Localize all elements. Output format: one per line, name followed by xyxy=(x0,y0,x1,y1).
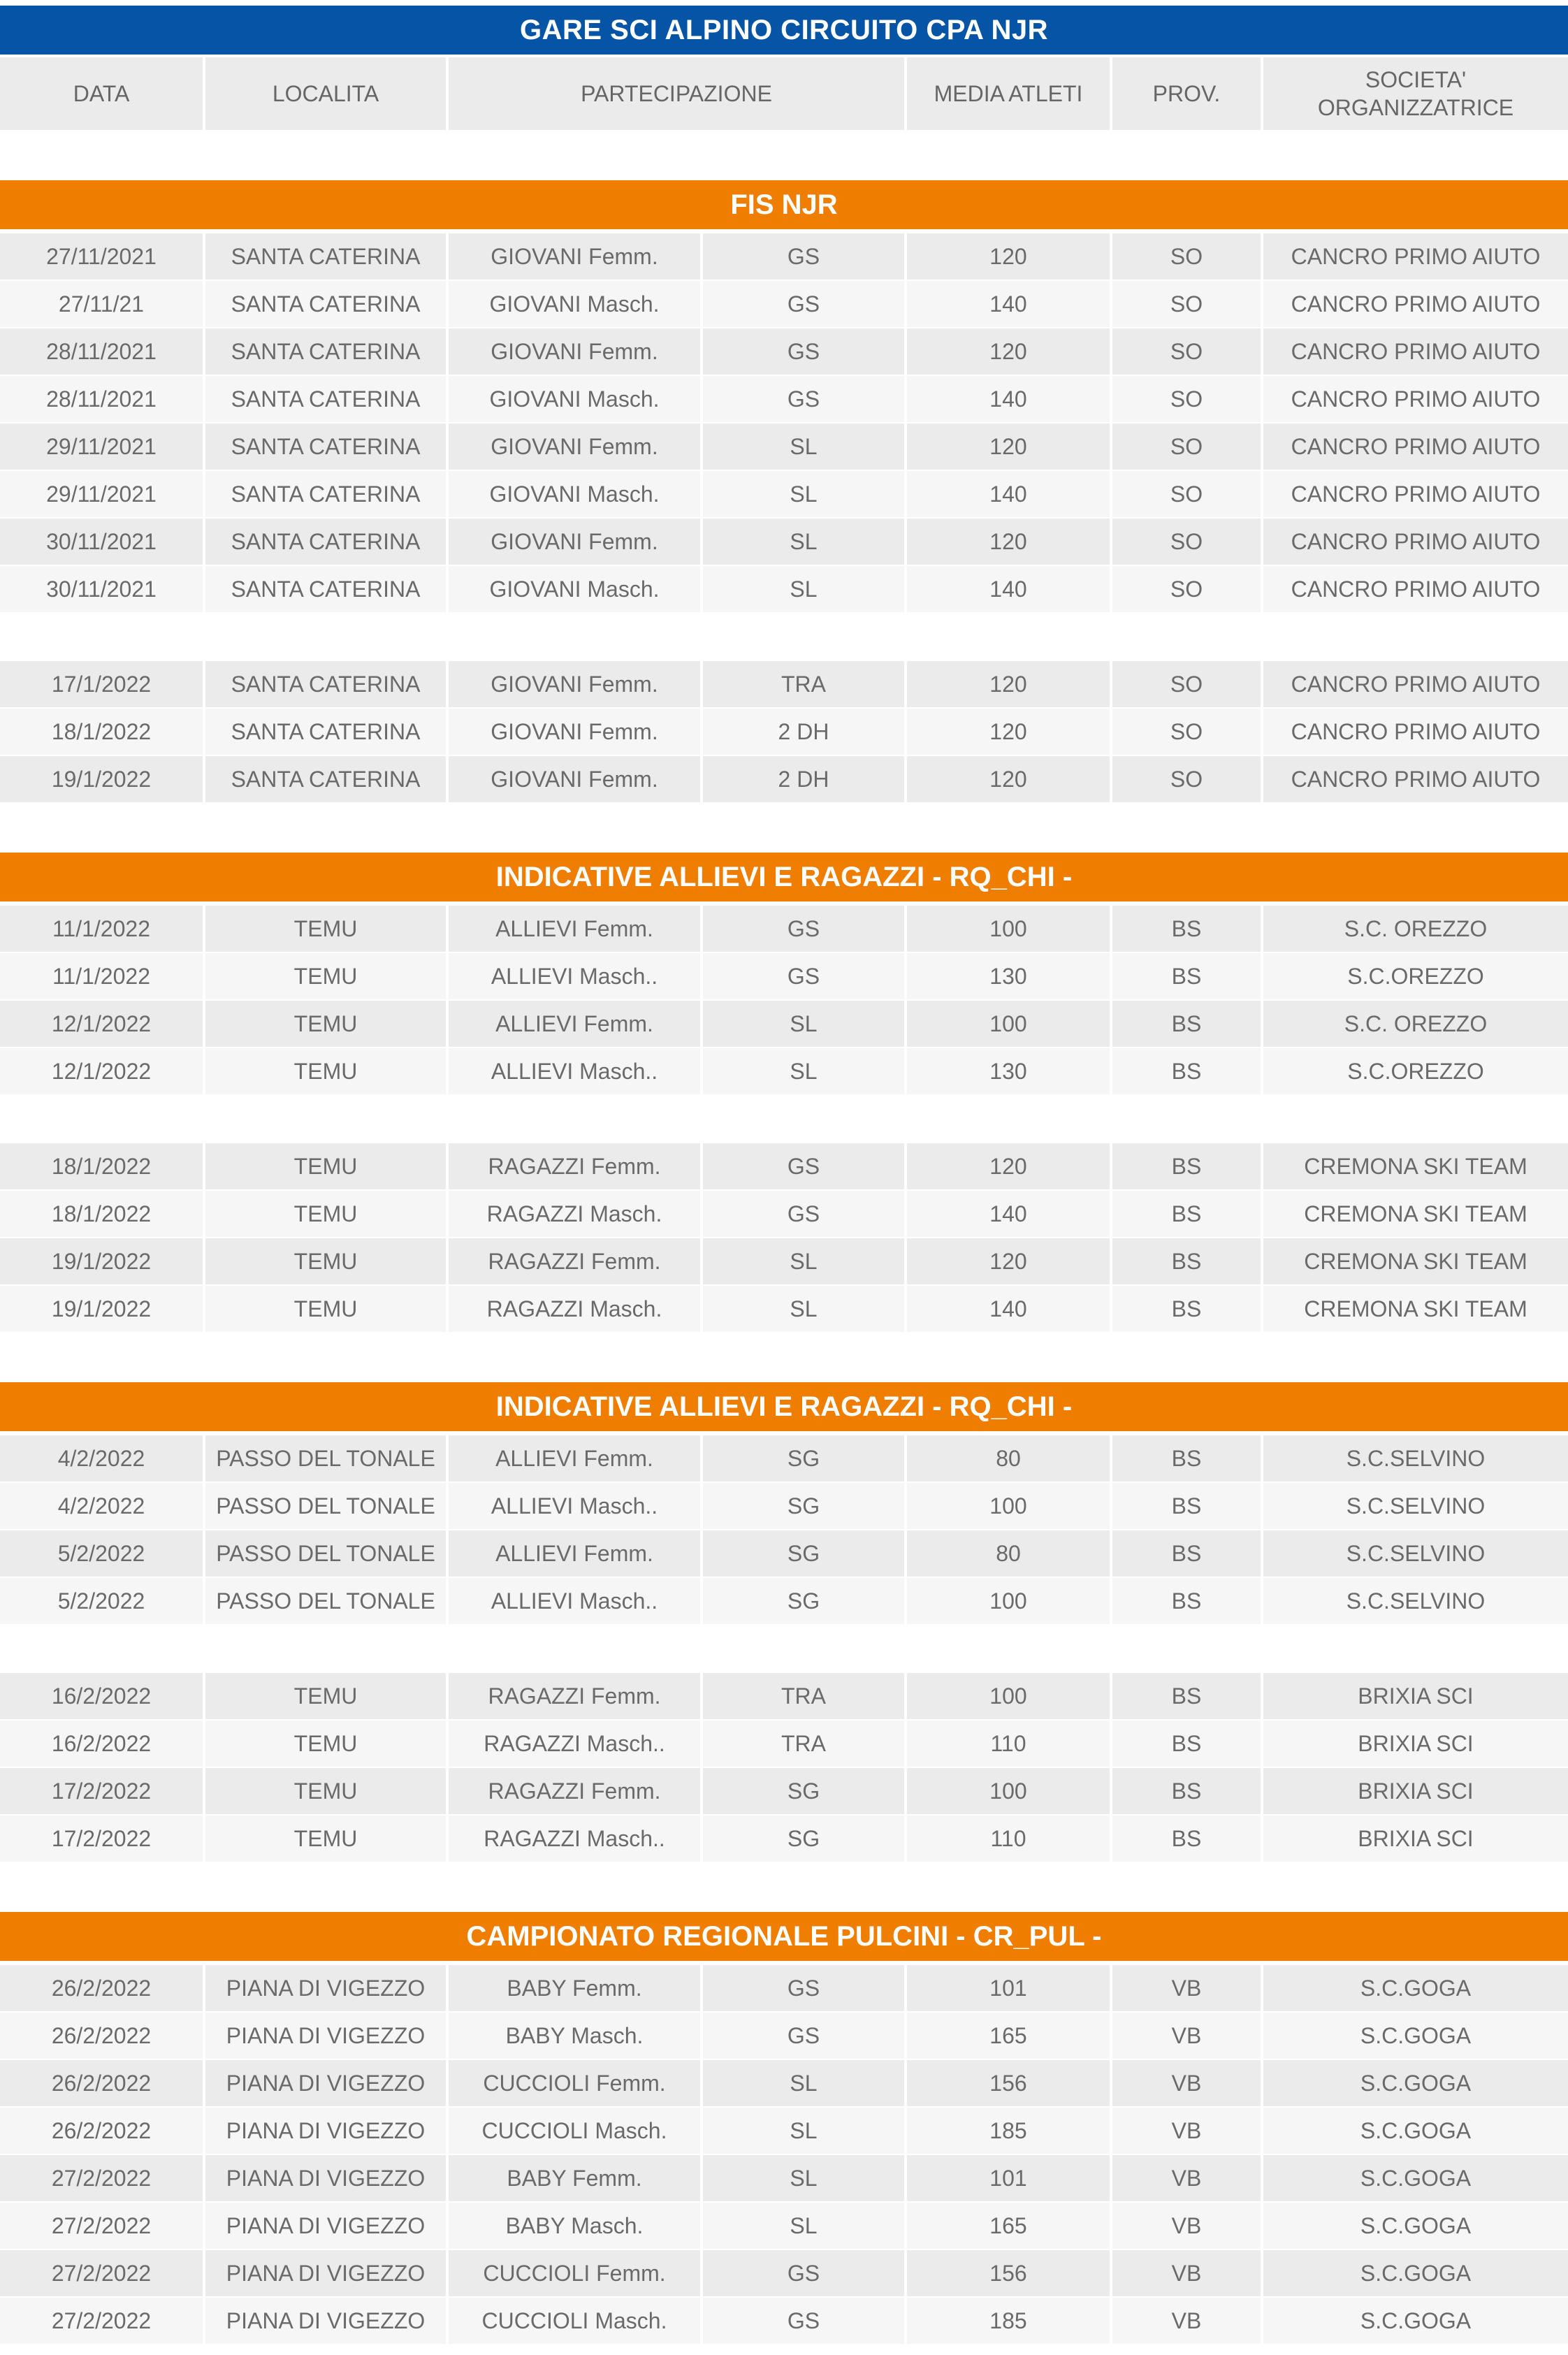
cell-data: 4/2/2022 xyxy=(0,1483,203,1529)
cell-media-atleti: 101 xyxy=(907,2155,1110,2201)
cell-disciplina: SL xyxy=(703,566,904,612)
cell-data: 29/11/2021 xyxy=(0,423,203,470)
cell-media-atleti: 120 xyxy=(907,709,1110,755)
cell-media-atleti: 120 xyxy=(907,661,1110,707)
cell-prov: SO xyxy=(1112,328,1261,375)
cell-disciplina: GS xyxy=(703,906,904,952)
cell-localita: SANTA CATERINA xyxy=(205,233,446,280)
table-row xyxy=(0,1483,1568,1529)
cell-societa: CREMONA SKI TEAM xyxy=(1263,1143,1568,1189)
cell-localita: PASSO DEL TONALE xyxy=(205,1483,446,1529)
table-row xyxy=(0,1816,1568,1862)
table-row xyxy=(0,1720,1568,1767)
cell-media-atleti: 156 xyxy=(907,2250,1110,2296)
cell-disciplina: SG xyxy=(703,1816,904,1862)
cell-media-atleti: 165 xyxy=(907,2013,1110,2059)
table-row xyxy=(0,2013,1568,2059)
cell-disciplina: 2 DH xyxy=(703,709,904,755)
cell-media-atleti: 110 xyxy=(907,1816,1110,1862)
cell-partecipazione: BABY Femm. xyxy=(449,2155,700,2201)
cell-data: 30/11/2021 xyxy=(0,519,203,565)
cell-societa: S.C. OREZZO xyxy=(1263,906,1568,952)
cell-data: 27/2/2022 xyxy=(0,2203,203,2249)
cell-partecipazione: GIOVANI Femm. xyxy=(449,661,700,707)
cell-disciplina: GS xyxy=(703,1143,904,1189)
cell-prov: VB xyxy=(1112,2060,1261,2106)
cell-partecipazione: GIOVANI Masch. xyxy=(449,471,700,517)
cell-media-atleti: 130 xyxy=(907,1048,1110,1094)
cell-prov: BS xyxy=(1112,953,1261,999)
cell-data: 19/1/2022 xyxy=(0,756,203,802)
cell-localita: PIANA DI VIGEZZO xyxy=(205,1965,446,2011)
cell-data: 19/1/2022 xyxy=(0,1286,203,1332)
cell-localita: TEMU xyxy=(205,1238,446,1284)
table-row xyxy=(0,1965,1568,2011)
table-row xyxy=(0,2250,1568,2296)
cell-media-atleti: 185 xyxy=(907,2108,1110,2154)
cell-disciplina: SL xyxy=(703,519,904,565)
table-row xyxy=(0,471,1568,517)
table-row xyxy=(0,233,1568,280)
cell-prov: SO xyxy=(1112,281,1261,327)
cell-disciplina: SG xyxy=(703,1483,904,1529)
cell-data: 19/1/2022 xyxy=(0,1238,203,1284)
cell-partecipazione: ALLIEVI Masch.. xyxy=(449,1483,700,1529)
cell-disciplina: SL xyxy=(703,1238,904,1284)
cell-localita: SANTA CATERINA xyxy=(205,328,446,375)
cell-media-atleti: 120 xyxy=(907,423,1110,470)
cell-prov: BS xyxy=(1112,1143,1261,1189)
header-prov: PROV. xyxy=(1112,57,1261,130)
cell-societa: CANCRO PRIMO AIUTO xyxy=(1263,709,1568,755)
cell-media-atleti: 100 xyxy=(907,1768,1110,1814)
cell-partecipazione: BABY Femm. xyxy=(449,1965,700,2011)
cell-partecipazione: CUCCIOLI Femm. xyxy=(449,2250,700,2296)
table-row xyxy=(0,953,1568,999)
cell-disciplina: GS xyxy=(703,1191,904,1237)
table-row xyxy=(0,1238,1568,1284)
table-row xyxy=(0,2155,1568,2201)
cell-disciplina: GS xyxy=(703,2013,904,2059)
cell-disciplina: 2 DH xyxy=(703,756,904,802)
cell-partecipazione: ALLIEVI Femm. xyxy=(449,1001,700,1047)
table-row xyxy=(0,756,1568,802)
table-row xyxy=(0,1143,1568,1189)
header-localita: LOCALITA xyxy=(205,57,446,130)
cell-data: 16/2/2022 xyxy=(0,1720,203,1767)
cell-societa: S.C. OREZZO xyxy=(1263,1001,1568,1047)
cell-prov: SO xyxy=(1112,709,1261,755)
cell-societa: CANCRO PRIMO AIUTO xyxy=(1263,423,1568,470)
cell-disciplina: GS xyxy=(703,2298,904,2344)
cell-prov: SO xyxy=(1112,566,1261,612)
cell-prov: VB xyxy=(1112,1965,1261,2011)
table-row xyxy=(0,2060,1568,2106)
cell-disciplina: TRA xyxy=(703,661,904,707)
cell-data: 5/2/2022 xyxy=(0,1578,203,1624)
table-row xyxy=(0,1578,1568,1624)
table-row xyxy=(0,566,1568,612)
cell-societa: BRIXIA SCI xyxy=(1263,1816,1568,1862)
table-row xyxy=(0,328,1568,375)
cell-media-atleti: 120 xyxy=(907,756,1110,802)
cell-societa: S.C.GOGA xyxy=(1263,2060,1568,2106)
table-row xyxy=(0,2108,1568,2154)
cell-disciplina: SL xyxy=(703,1286,904,1332)
cell-societa: CREMONA SKI TEAM xyxy=(1263,1238,1568,1284)
cell-prov: VB xyxy=(1112,2298,1261,2344)
cell-partecipazione: GIOVANI Masch. xyxy=(449,566,700,612)
cell-localita: TEMU xyxy=(205,1816,446,1862)
cell-media-atleti: 100 xyxy=(907,1483,1110,1529)
cell-disciplina: GS xyxy=(703,281,904,327)
cell-data: 27/2/2022 xyxy=(0,2155,203,2201)
cell-media-atleti: 140 xyxy=(907,1286,1110,1332)
cell-prov: BS xyxy=(1112,1673,1261,1719)
table-row xyxy=(0,376,1568,422)
cell-data: 27/11/2021 xyxy=(0,233,203,280)
cell-disciplina: SL xyxy=(703,2060,904,2106)
cell-data: 26/2/2022 xyxy=(0,2060,203,2106)
cell-media-atleti: 165 xyxy=(907,2203,1110,2249)
cell-prov: SO xyxy=(1112,233,1261,280)
cell-societa: BRIXIA SCI xyxy=(1263,1720,1568,1767)
cell-societa: S.C.GOGA xyxy=(1263,2013,1568,2059)
cell-prov: SO xyxy=(1112,756,1261,802)
cell-prov: BS xyxy=(1112,1768,1261,1814)
table-row xyxy=(0,281,1568,327)
cell-partecipazione: GIOVANI Femm. xyxy=(449,756,700,802)
cell-disciplina: GS xyxy=(703,2250,904,2296)
table-row xyxy=(0,1048,1568,1094)
cell-data: 30/11/2021 xyxy=(0,566,203,612)
cell-data: 12/1/2022 xyxy=(0,1048,203,1094)
cell-data: 28/11/2021 xyxy=(0,376,203,422)
cell-data: 29/11/2021 xyxy=(0,471,203,517)
cell-localita: TEMU xyxy=(205,953,446,999)
section-title: FIS NJR xyxy=(0,180,1568,229)
cell-data: 28/11/2021 xyxy=(0,328,203,375)
cell-societa: S.C.GOGA xyxy=(1263,2108,1568,2154)
cell-societa: S.C.GOGA xyxy=(1263,2203,1568,2249)
cell-partecipazione: CUCCIOLI Femm. xyxy=(449,2060,700,2106)
table-row xyxy=(0,906,1568,952)
cell-localita: SANTA CATERINA xyxy=(205,281,446,327)
cell-prov: VB xyxy=(1112,2108,1261,2154)
cell-societa: S.C.SELVINO xyxy=(1263,1530,1568,1577)
cell-partecipazione: RAGAZZI Masch.. xyxy=(449,1720,700,1767)
cell-localita: TEMU xyxy=(205,1768,446,1814)
table-row xyxy=(0,1530,1568,1577)
cell-media-atleti: 120 xyxy=(907,519,1110,565)
cell-prov: BS xyxy=(1112,1001,1261,1047)
cell-disciplina: TRA xyxy=(703,1720,904,1767)
cell-localita: SANTA CATERINA xyxy=(205,376,446,422)
cell-localita: TEMU xyxy=(205,1191,446,1237)
cell-disciplina: GS xyxy=(703,328,904,375)
cell-localita: TEMU xyxy=(205,1673,446,1719)
cell-localita: SANTA CATERINA xyxy=(205,756,446,802)
cell-disciplina: GS xyxy=(703,953,904,999)
cell-prov: VB xyxy=(1112,2203,1261,2249)
cell-prov: SO xyxy=(1112,661,1261,707)
cell-partecipazione: CUCCIOLI Masch. xyxy=(449,2298,700,2344)
cell-partecipazione: GIOVANI Femm. xyxy=(449,328,700,375)
cell-localita: SANTA CATERINA xyxy=(205,709,446,755)
cell-partecipazione: GIOVANI Femm. xyxy=(449,233,700,280)
cell-data: 12/1/2022 xyxy=(0,1001,203,1047)
table-row xyxy=(0,1768,1568,1814)
section-title: INDICATIVE ALLIEVI E RAGAZZI - RQ_CHI - xyxy=(0,853,1568,901)
cell-localita: TEMU xyxy=(205,1720,446,1767)
cell-data: 26/2/2022 xyxy=(0,2108,203,2154)
cell-data: 18/1/2022 xyxy=(0,1191,203,1237)
cell-societa: S.C.GOGA xyxy=(1263,2155,1568,2201)
cell-localita: SANTA CATERINA xyxy=(205,566,446,612)
table-row xyxy=(0,1001,1568,1047)
cell-data: 27/11/21 xyxy=(0,281,203,327)
cell-partecipazione: GIOVANI Masch. xyxy=(449,376,700,422)
cell-societa: CANCRO PRIMO AIUTO xyxy=(1263,471,1568,517)
cell-prov: BS xyxy=(1112,1191,1261,1237)
cell-prov: SO xyxy=(1112,471,1261,517)
cell-societa: CANCRO PRIMO AIUTO xyxy=(1263,328,1568,375)
cell-prov: SO xyxy=(1112,423,1261,470)
cell-media-atleti: 110 xyxy=(907,1720,1110,1767)
page-title: GARE SCI ALPINO CIRCUITO CPA NJR xyxy=(0,6,1568,55)
cell-localita: SANTA CATERINA xyxy=(205,519,446,565)
cell-partecipazione: RAGAZZI Masch. xyxy=(449,1286,700,1332)
cell-localita: TEMU xyxy=(205,1286,446,1332)
table-row xyxy=(0,1191,1568,1237)
cell-data: 4/2/2022 xyxy=(0,1435,203,1481)
cell-partecipazione: ALLIEVI Masch.. xyxy=(449,1578,700,1624)
cell-disciplina: SL xyxy=(703,1001,904,1047)
cell-media-atleti: 100 xyxy=(907,1673,1110,1719)
cell-data: 18/1/2022 xyxy=(0,1143,203,1189)
cell-partecipazione: GIOVANI Femm. xyxy=(449,423,700,470)
table-row xyxy=(0,1435,1568,1481)
cell-partecipazione: GIOVANI Femm. xyxy=(449,709,700,755)
cell-data: 18/1/2022 xyxy=(0,709,203,755)
cell-localita: PIANA DI VIGEZZO xyxy=(205,2203,446,2249)
cell-partecipazione: RAGAZZI Femm. xyxy=(449,1768,700,1814)
cell-localita: TEMU xyxy=(205,1048,446,1094)
table-header xyxy=(0,57,1568,130)
table-row xyxy=(0,2203,1568,2249)
cell-societa: CANCRO PRIMO AIUTO xyxy=(1263,281,1568,327)
cell-media-atleti: 120 xyxy=(907,328,1110,375)
cell-media-atleti: 100 xyxy=(907,906,1110,952)
cell-partecipazione: RAGAZZI Femm. xyxy=(449,1673,700,1719)
cell-partecipazione: RAGAZZI Femm. xyxy=(449,1143,700,1189)
cell-disciplina: SL xyxy=(703,2155,904,2201)
cell-data: 16/2/2022 xyxy=(0,1673,203,1719)
cell-data: 5/2/2022 xyxy=(0,1530,203,1577)
cell-localita: SANTA CATERINA xyxy=(205,661,446,707)
cell-media-atleti: 140 xyxy=(907,1191,1110,1237)
cell-media-atleti: 140 xyxy=(907,281,1110,327)
cell-data: 11/1/2022 xyxy=(0,906,203,952)
cell-disciplina: GS xyxy=(703,233,904,280)
cell-prov: VB xyxy=(1112,2155,1261,2201)
cell-media-atleti: 101 xyxy=(907,1965,1110,2011)
header-societa-organizzatrice: SOCIETA' ORGANIZZATRICE xyxy=(1263,57,1568,130)
cell-disciplina: SL xyxy=(703,2108,904,2154)
cell-societa: S.C.OREZZO xyxy=(1263,1048,1568,1094)
cell-prov: SO xyxy=(1112,376,1261,422)
cell-disciplina: SL xyxy=(703,2203,904,2249)
cell-disciplina: SG xyxy=(703,1530,904,1577)
cell-localita: SANTA CATERINA xyxy=(205,423,446,470)
cell-localita: PIANA DI VIGEZZO xyxy=(205,2013,446,2059)
cell-partecipazione: RAGAZZI Masch.. xyxy=(449,1816,700,1862)
cell-media-atleti: 140 xyxy=(907,376,1110,422)
cell-media-atleti: 156 xyxy=(907,2060,1110,2106)
cell-partecipazione: BABY Masch. xyxy=(449,2203,700,2249)
cell-prov: BS xyxy=(1112,1435,1261,1481)
cell-prov: BS xyxy=(1112,906,1261,952)
cell-localita: PIANA DI VIGEZZO xyxy=(205,2155,446,2201)
cell-data: 17/2/2022 xyxy=(0,1816,203,1862)
section-title: INDICATIVE ALLIEVI E RAGAZZI - RQ_CHI - xyxy=(0,1382,1568,1431)
cell-prov: BS xyxy=(1112,1816,1261,1862)
cell-disciplina: SG xyxy=(703,1768,904,1814)
cell-prov: BS xyxy=(1112,1286,1261,1332)
cell-media-atleti: 120 xyxy=(907,233,1110,280)
cell-prov: VB xyxy=(1112,2250,1261,2296)
cell-partecipazione: CUCCIOLI Masch. xyxy=(449,2108,700,2154)
table-row xyxy=(0,519,1568,565)
cell-media-atleti: 80 xyxy=(907,1435,1110,1481)
cell-disciplina: SG xyxy=(703,1435,904,1481)
cell-localita: PIANA DI VIGEZZO xyxy=(205,2250,446,2296)
cell-societa: S.C.GOGA xyxy=(1263,2250,1568,2296)
cell-partecipazione: GIOVANI Masch. xyxy=(449,281,700,327)
cell-partecipazione: ALLIEVI Femm. xyxy=(449,906,700,952)
cell-data: 27/2/2022 xyxy=(0,2298,203,2344)
cell-societa: CANCRO PRIMO AIUTO xyxy=(1263,519,1568,565)
cell-societa: CANCRO PRIMO AIUTO xyxy=(1263,566,1568,612)
table-row xyxy=(0,1673,1568,1719)
cell-media-atleti: 185 xyxy=(907,2298,1110,2344)
cell-disciplina: SL xyxy=(703,423,904,470)
table-row xyxy=(0,661,1568,707)
cell-media-atleti: 130 xyxy=(907,953,1110,999)
cell-media-atleti: 80 xyxy=(907,1530,1110,1577)
cell-media-atleti: 120 xyxy=(907,1238,1110,1284)
cell-media-atleti: 120 xyxy=(907,1143,1110,1189)
table-row xyxy=(0,2298,1568,2344)
cell-prov: BS xyxy=(1112,1530,1261,1577)
table-row xyxy=(0,423,1568,470)
cell-societa: BRIXIA SCI xyxy=(1263,1768,1568,1814)
cell-partecipazione: RAGAZZI Masch. xyxy=(449,1191,700,1237)
header-media-atleti: MEDIA ATLETI xyxy=(907,57,1110,130)
cell-localita: PIANA DI VIGEZZO xyxy=(205,2298,446,2344)
cell-prov: BS xyxy=(1112,1238,1261,1284)
cell-partecipazione: RAGAZZI Femm. xyxy=(449,1238,700,1284)
header-partecipazione: PARTECIPAZIONE xyxy=(449,57,904,130)
cell-societa: S.C.GOGA xyxy=(1263,2298,1568,2344)
cell-societa: CREMONA SKI TEAM xyxy=(1263,1286,1568,1332)
cell-data: 17/1/2022 xyxy=(0,661,203,707)
cell-disciplina: GS xyxy=(703,376,904,422)
cell-societa: CREMONA SKI TEAM xyxy=(1263,1191,1568,1237)
cell-data: 26/2/2022 xyxy=(0,2013,203,2059)
cell-prov: SO xyxy=(1112,519,1261,565)
cell-data: 17/2/2022 xyxy=(0,1768,203,1814)
cell-prov: BS xyxy=(1112,1720,1261,1767)
cell-societa: CANCRO PRIMO AIUTO xyxy=(1263,661,1568,707)
cell-localita: PASSO DEL TONALE xyxy=(205,1530,446,1577)
cell-partecipazione: ALLIEVI Masch.. xyxy=(449,1048,700,1094)
cell-media-atleti: 140 xyxy=(907,471,1110,517)
cell-disciplina: TRA xyxy=(703,1673,904,1719)
cell-media-atleti: 100 xyxy=(907,1578,1110,1624)
cell-prov: BS xyxy=(1112,1483,1261,1529)
cell-prov: BS xyxy=(1112,1578,1261,1624)
cell-societa: CANCRO PRIMO AIUTO xyxy=(1263,233,1568,280)
cell-disciplina: SG xyxy=(703,1578,904,1624)
cell-localita: PASSO DEL TONALE xyxy=(205,1435,446,1481)
cell-societa: S.C.SELVINO xyxy=(1263,1578,1568,1624)
cell-disciplina: SL xyxy=(703,471,904,517)
cell-prov: VB xyxy=(1112,2013,1261,2059)
cell-societa: CANCRO PRIMO AIUTO xyxy=(1263,756,1568,802)
cell-localita: TEMU xyxy=(205,1001,446,1047)
table-row xyxy=(0,709,1568,755)
cell-media-atleti: 100 xyxy=(907,1001,1110,1047)
cell-partecipazione: BABY Masch. xyxy=(449,2013,700,2059)
cell-disciplina: SL xyxy=(703,1048,904,1094)
cell-societa: S.C.GOGA xyxy=(1263,1965,1568,2011)
cell-prov: BS xyxy=(1112,1048,1261,1094)
cell-partecipazione: ALLIEVI Femm. xyxy=(449,1435,700,1481)
cell-media-atleti: 140 xyxy=(907,566,1110,612)
cell-localita: TEMU xyxy=(205,906,446,952)
cell-partecipazione: GIOVANI Femm. xyxy=(449,519,700,565)
cell-data: 27/2/2022 xyxy=(0,2250,203,2296)
cell-partecipazione: ALLIEVI Femm. xyxy=(449,1530,700,1577)
section-title: CAMPIONATO REGIONALE PULCINI - CR_PUL - xyxy=(0,1912,1568,1961)
cell-disciplina: GS xyxy=(703,1965,904,2011)
cell-localita: PASSO DEL TONALE xyxy=(205,1578,446,1624)
cell-localita: TEMU xyxy=(205,1143,446,1189)
header-data: DATA xyxy=(0,57,203,130)
table-row xyxy=(0,1286,1568,1332)
cell-societa: S.C.SELVINO xyxy=(1263,1435,1568,1481)
cell-data: 26/2/2022 xyxy=(0,1965,203,2011)
cell-societa: S.C.SELVINO xyxy=(1263,1483,1568,1529)
cell-localita: PIANA DI VIGEZZO xyxy=(205,2108,446,2154)
cell-societa: BRIXIA SCI xyxy=(1263,1673,1568,1719)
cell-societa: S.C.OREZZO xyxy=(1263,953,1568,999)
cell-societa: CANCRO PRIMO AIUTO xyxy=(1263,376,1568,422)
cell-partecipazione: ALLIEVI Masch.. xyxy=(449,953,700,999)
cell-localita: SANTA CATERINA xyxy=(205,471,446,517)
cell-localita: PIANA DI VIGEZZO xyxy=(205,2060,446,2106)
cell-data: 11/1/2022 xyxy=(0,953,203,999)
